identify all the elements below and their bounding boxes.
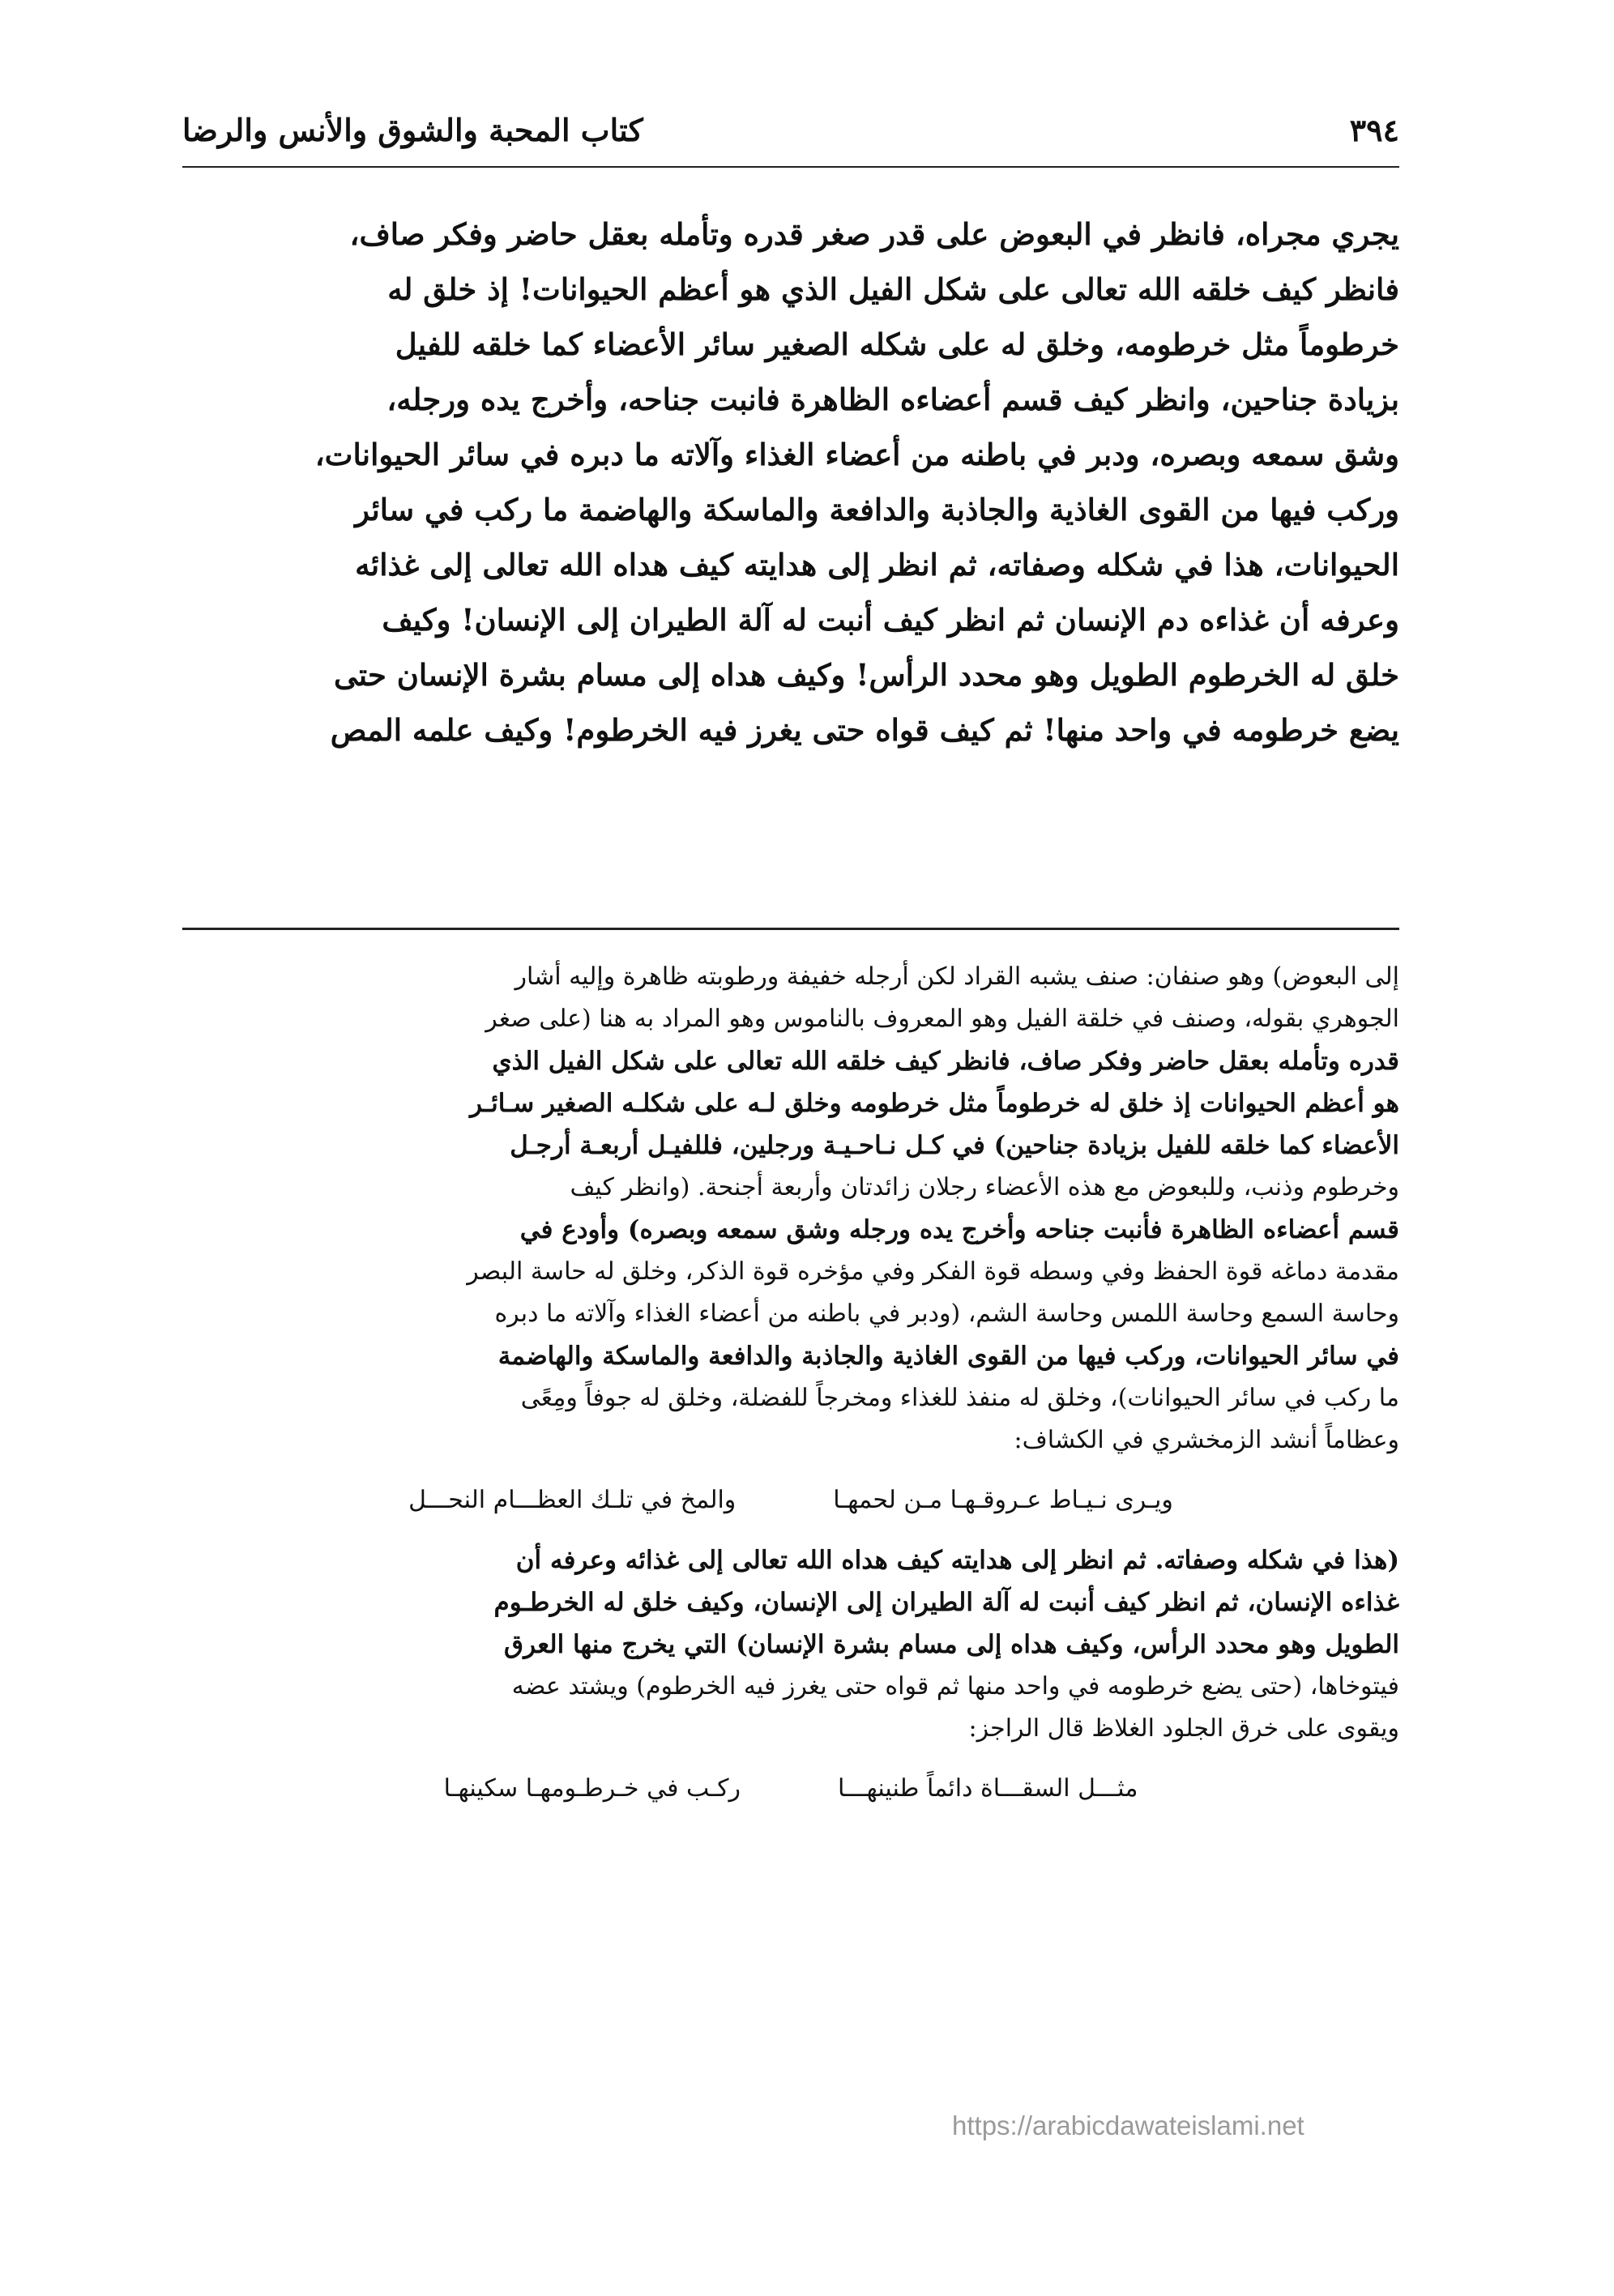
commentary-line: (هذا في شكله وصفاته. ثم انظر إلى هدايته كيف هداه الله تعالى إلى غذائه وعرفه أن	[515, 1546, 1399, 1575]
main-line: الحيوانات، هذا في شكله وصفاته، ثم انظر إلى هدايته كيف هداه الله تعالى إلى غذائه	[355, 547, 1399, 583]
commentary-line: في سائر الحيوانات، وركب فيها من القوى الغاذية والجاذبة والدافعة والماسكة والهاضمة	[497, 1342, 1399, 1371]
commentary-line: قسم أعضاءه الظاهرة فأنبت جناحه وأخرج يده ورجله وشق سمعه وبصره) وأودع في	[519, 1215, 1399, 1244]
main-line: وشق سمعه وبصره، ودبر في باطنه من أعضاء الغذاء وآلاته ما دبره في سائر الحيوانات،	[314, 437, 1399, 472]
commentary-line: وحاسة السمع وحاسة اللمس وحاسة الشم، (ودبر في باطنه من أعضاء الغذاء وآلاته ما دبره	[494, 1300, 1399, 1328]
header-rule	[182, 166, 1399, 168]
main-text	[182, 207, 1399, 758]
commentary-line: وخرطوم وذنب، وللبعوض مع هذه الأعضاء رجلان زائدتان وأربعة أجنحة. (وانظر كيف	[570, 1173, 1399, 1201]
commentary-line: فيتوخاها، (حتى يضع خرطومه في واحد منها ثم قواه حتى يغرز فيه الخرطوم) ويشتد عضه	[511, 1672, 1399, 1701]
main-line: وعرفه أن غذاءه دم الإنسان ثم انظر كيف أنبت له آلة الطيران إلى الإنسان! وكيف	[382, 602, 1399, 638]
verse-2-second-hemistich: ركـب في خـرطـومهـا سكينهـا	[443, 1774, 741, 1803]
book-title: كتاب المحبة والشوق والأنس والرضا	[182, 111, 643, 148]
commentary-line: ما ركب في سائر الحيوانات)، وخلق له منفذ للغذاء ومخرجاً للفضلة، وخلق له جوفاً ومِعًى	[520, 1384, 1399, 1412]
commentary-line: هو أعظم الحيوانات إذ خلق له خرطوماً مثل خرطومه وخلق لـه على شكلـه الصغير سـائـر	[469, 1089, 1399, 1118]
commentary-line: غذاءه الإنسان، ثم انظر كيف أنبت له آلة الطيران إلى الإنسان، وكيف خلق له الخرطـوم	[493, 1588, 1399, 1617]
main-line: يضع خرطومه في واحد منها! ثم كيف قواه حتى يغرز فيه الخرطوم! وكيف علمه المص	[330, 712, 1399, 748]
verse-1-second-hemistich: والمخ في تلـك العظـــام النحـــل	[408, 1486, 737, 1514]
main-line: وركب فيها من القوى الغاذية والجاذبة والدافعة والماسكة والهاضمة ما ركب في سائر	[355, 492, 1399, 527]
verse-1	[182, 1479, 1399, 1521]
commentary-line: الطويل وهو محدد الرأس، وكيف هداه إلى مسام بشرة الإنسان) التي يخرج منها العرق	[504, 1630, 1399, 1659]
verse-2	[182, 1768, 1399, 1810]
main-line: فانظر كيف خلقه الله تعالى على شكل الفيل الذي هو أعظم الحيوانات! إذ خلق له	[387, 271, 1399, 307]
page-header	[182, 105, 1399, 154]
main-line: خلق له الخرطوم الطويل وهو محدد الرأس! وكيف هداه إلى مسام بشرة الإنسان حتى	[333, 657, 1399, 693]
watermark-url: https://arabicdawateislami.net	[952, 2110, 1304, 2140]
commentary-line: إلى البعوض) وهو صنفان: صنف يشبه القراد لكن أرجله خفيفة ورطوبته ظاهرة وإليه أشار	[515, 962, 1399, 991]
verse-1-first-hemistich: ويـرى نـيـاط عـروقـهـا مـن لحمهـا	[833, 1486, 1173, 1514]
page-number: ٣٩٤	[1349, 111, 1399, 148]
commentary-line: وعظاماً أنشد الزمخشري في الكشاف:	[1014, 1426, 1399, 1454]
commentary-block-2	[182, 1539, 1399, 1750]
commentary-line: مقدمة دماغه قوة الحفظ وفي وسطه قوة الفكر وفي مؤخره قوة الذكر، وخلق له حاسة البصر	[467, 1257, 1399, 1286]
commentary-line: قدره وتأمله بعقل حاضر وفكر صاف، فانظر كيف خلقه الله تعالى على شكل الفيل الذي	[492, 1047, 1399, 1076]
footnote-rule	[182, 928, 1399, 930]
verse-2-first-hemistich: مثـــل السقـــاة دائماً طنينهـــا	[838, 1774, 1138, 1803]
main-line: خرطوماً مثل خرطومه، وخلق له على شكله الصغير سائر الأعضاء كما خلقه للفيل	[395, 326, 1399, 362]
commentary	[182, 956, 1399, 1828]
commentary-line: الجوهري بقوله، وصنف في خلقة الفيل وهو المعروف بالناموس وهو المراد به هنا (على صغر	[485, 1005, 1399, 1033]
commentary-line: ويقوى على خرق الجلود الغلاظ قال الراجز:	[968, 1714, 1399, 1743]
commentary-block-1	[182, 956, 1399, 1462]
commentary-line: الأعضاء كما خلقه للفيل بزيادة جناحين) في كـل نـاحـيـة ورجلين، فللفيـل أربعـة أرجـل	[510, 1131, 1399, 1160]
main-line: بزيادة جناحين، وانظر كيف قسم أعضاءه الظاهرة فانبت جناحه، وأخرج يده ورجله،	[386, 382, 1399, 417]
main-line: يجري مجراه، فانظر في البعوض على قدر صغر قدره وتأمله بعقل حاضر وفكر صاف،	[349, 216, 1399, 252]
